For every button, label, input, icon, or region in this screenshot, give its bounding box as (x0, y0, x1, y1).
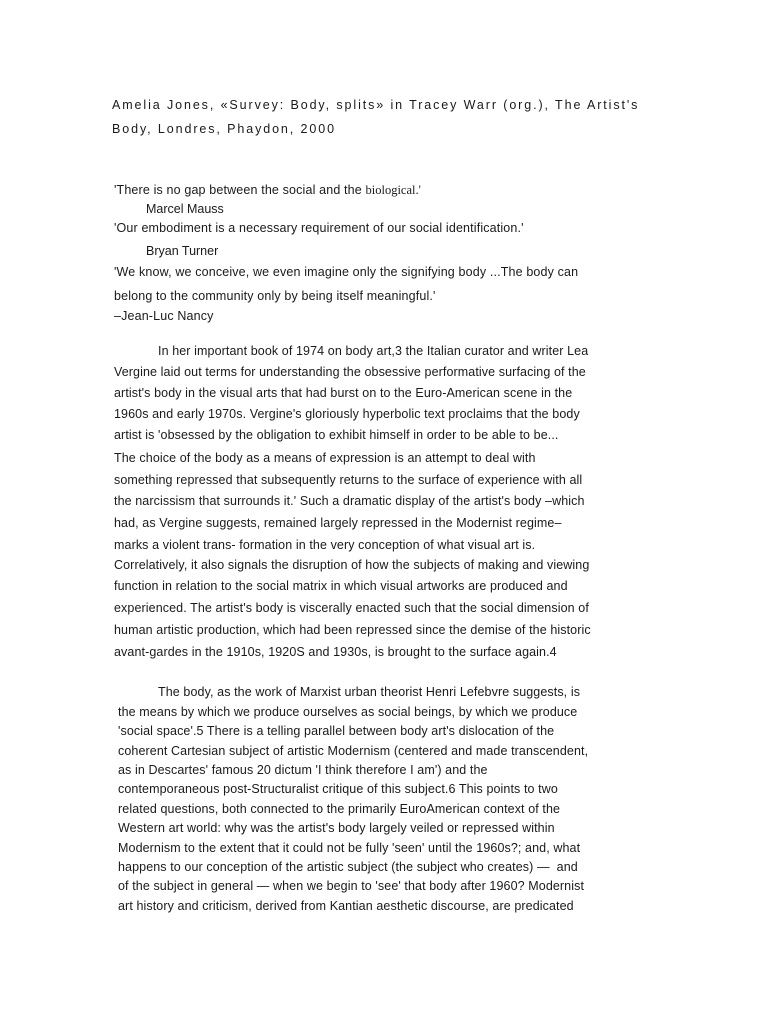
epigraph-nancy-quote-line-2: belong to the community only by being itself meaningful.' (114, 289, 436, 303)
paragraph-line: Vergine laid out terms for understanding the obsessive performative surfacing of the (114, 365, 586, 379)
paragraph-line: avant-gardes in the 1910s, 1920S and 1930s, is brought to the surface again.4 (114, 645, 557, 659)
paragraph-line: related questions, both connected to the primarily EuroAmerican context of the (118, 802, 561, 816)
paragraph-line: In her important book of 1974 on body art,3 the Italian curator and writer Lea (158, 344, 589, 358)
paragraph-line: something repressed that subsequently returns to the surface of experience with all (114, 473, 583, 487)
paragraph-line: 1960s and early 1970s. Vergine's gloriously hyperbolic text proclaims that the body (114, 407, 580, 421)
epigraph-turner-author: Bryan Turner (146, 244, 219, 258)
epigraph-mauss-quote-part1: 'There is no gap between the social and the (114, 183, 366, 197)
paragraph-line: contemporaneous post-Structuralist critique of this subject.6 This points to two (118, 782, 558, 796)
paragraph-line: Correlatively, it also signals the disruption of how the subjects of making and viewing (114, 558, 590, 572)
paragraph-line: coherent Cartesian subject of artistic Modernism (centered and made transcendent, (118, 744, 589, 758)
epigraph-nancy-quote-line-1: 'We know, we conceive, we even imagine only the signifying body ...The body can (114, 265, 579, 279)
paragraph-line: The body, as the work of Marxist urban theorist Henri Lefebvre suggests, is (158, 685, 581, 699)
paragraph-line: of the subject in general — when we begin to 'see' that body after 1960? Modernist (118, 879, 585, 893)
epigraph-mauss-author: Marcel Mauss (146, 202, 224, 216)
paragraph-line: as in Descartes' famous 20 dictum 'I think therefore I am') and the (118, 763, 488, 777)
paragraph-line: Modernism to the extent that it could not be fully 'seen' until the 1960s?; and, what (118, 841, 581, 855)
citation-line-2: Body, Londres, Phaydon, 2000 (112, 122, 336, 136)
paragraph-line: the means by which we produce ourselves as social beings, by which we produce (118, 705, 578, 719)
paragraph-line: happens to our conception of the artistic subject (the subject who creates) — and (118, 860, 578, 874)
epigraph-nancy-author: –Jean-Luc Nancy (114, 309, 214, 323)
epigraph-mauss-quote-part2: biological.' (365, 183, 421, 197)
paragraph-line: 'social space'.5 There is a telling parallel between body art's dislocation of the (118, 724, 555, 738)
epigraph-mauss-quote (114, 184, 421, 197)
paragraph-line: artist's body in the visual arts that had burst on to the Euro-American scene in the (114, 386, 573, 400)
paragraph-line: the narcissism that surrounds it.' Such a dramatic display of the artist's body –which (114, 494, 585, 508)
paragraph-line: human artistic production, which had been repressed since the demise of the historic (114, 623, 591, 637)
paragraph-line: art history and criticism, derived from Kantian aesthetic discourse, are predicated (118, 899, 574, 913)
paragraph-line: marks a violent trans- formation in the very conception of what visual art is. (114, 538, 536, 552)
epigraph-turner-quote: 'Our embodiment is a necessary requirement of our social identification.' (114, 221, 524, 235)
paragraph-line: function in relation to the social matrix in which visual artworks are produced and (114, 579, 568, 593)
paragraph-line: had, as Vergine suggests, remained largely repressed in the Modernist regime– (114, 516, 562, 530)
paragraph-line: The choice of the body as a means of expression is an attempt to deal with (114, 451, 536, 465)
paragraph-line: Western art world: why was the artist's body largely veiled or repressed within (118, 821, 555, 835)
citation-line-1: Amelia Jones, «Survey: Body, splits» in Tracey Warr (org.), The Artist's (112, 98, 640, 112)
paragraph-line: experienced. The artist's body is viscerally enacted such that the social dimension of (114, 601, 589, 615)
paragraph-line: artist is 'obsessed by the obligation to exhibit himself in order to be able to be... (114, 428, 559, 442)
